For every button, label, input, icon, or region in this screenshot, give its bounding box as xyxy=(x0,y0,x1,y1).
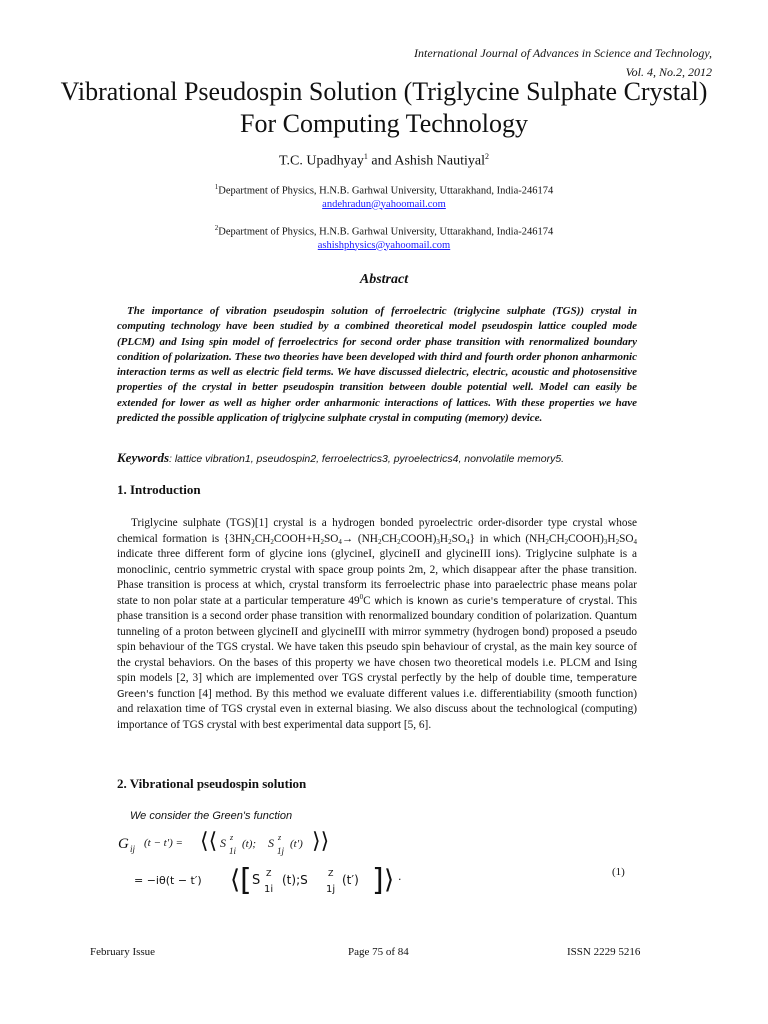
svg-text:⟩⟩: ⟩⟩ xyxy=(312,828,330,853)
svg-text:.: . xyxy=(398,870,402,883)
affiliation-2-email-link[interactable]: ashishphysics@yahoomail.com xyxy=(317,239,451,251)
svg-text:G: G xyxy=(118,836,129,852)
section-1-paragraph: Triglycine sulphate (TGS)[1] crystal is a hydrogen bonded pyroelectric order-disorder type crystal whose chemical formation is {$3HN_2CH_2COOH+H_2SO_4\to$ $(NH_2CH_2COOH)_3H_2SO_4$} in which $(NH_2CH_2COOH)_3H_2SO_4$ indicate three different form of glycine ions (glycineI, glycineII and glycineIII ions). Triglycine sulphate is a monoclinic, centrio symmetric crystal with space group points 2m, 2, which disappear after the phase transition. Phase transition is process at which, crystal transform its ferroelectric phase into paraelectric phase means polar state to non polar state at a particular temperature $49^0C$ which is known as curie's temperature of crystal. This phase transition is a second order phase transition with renormalized boundary condition of polarization. Quantum tunneling of a proton between glycineII and glycineIII with mirror symmetry (hydrogen bond) proposed a pseudo spin behaviour of the TGS crystal. We have taken this pseudo spin behaviour of crystal, as the main key source of the crystal behaviors. On the bases of this property we have chosen two theoretical models i.e. PLCM and Ising spin models [2, 3] which are implemented over TGS crystal perfectly by the help of double time, temperature Green's function [4] method. By this method we evaluate different values i.e. differentiability (smooth function) and relaxation time of TGS crystal even in external biasing. We also discuss about the technological (computing) importance of TGS crystal with best experimental data support [5, 6]. xyxy=(117,517,638,731)
author-and: and xyxy=(367,153,395,169)
author-2-sup: 2 xyxy=(484,152,489,161)
svg-text:1j: 1j xyxy=(326,884,336,895)
abstract-text: The importance of vibration pseudospin solution of ferroelectric (triglycine sulphate (TGS)) crystal in computing technology have been studied by a combined theoretical model pseudospin lattice coupled mode (PLCM) and Ising spin model of ferroelectrics for second order phase transition with renormalized boundary condition of polarization. These two theories have been developed with third and fourth order phonon anharmonic interaction terms as well as electric field terms. We have discussed dielectric, electric, acoustic and photosensitive properties of the crystal in better pseudospin transition between double potential well. Model can easily be extended for lower as well as higher order anharmonic interactions of lattices. With these properties we have predicted the possible application of triglycine sulphate crystal in computing (memory) device. xyxy=(117,305,637,425)
svg-text:1i: 1i xyxy=(229,846,237,856)
author-2: Ashish Nautiyal xyxy=(394,153,485,169)
affiliation-2-text: Department of Physics, H.N.B. Garhwal University, Uttarakhand, India-246174 xyxy=(218,226,554,238)
svg-text:z: z xyxy=(278,833,282,842)
keywords-list: : lattice vibration1, pseudospin2, ferroelectrics3, pyroelectrics4, nonvolatile memory5. xyxy=(169,453,565,465)
equation-1-number: (1) xyxy=(612,866,625,878)
author-1-sup: 1 xyxy=(363,152,368,161)
keywords-label: Keywords xyxy=(117,450,169,465)
svg-text:⟨⟨: ⟨⟨ xyxy=(200,828,218,853)
svg-text:S: S xyxy=(268,836,274,850)
svg-text:ij: ij xyxy=(130,844,136,854)
svg-text:[: [ xyxy=(240,863,252,898)
greens-function-intro: We consider the Green's function xyxy=(130,810,293,822)
equation-1 xyxy=(116,822,656,902)
svg-text:1j: 1j xyxy=(277,846,285,856)
affiliation-1 xyxy=(0,181,768,211)
footer-issue: February Issue xyxy=(90,946,156,958)
svg-text:(t);S: (t);S xyxy=(282,873,308,887)
affiliation-1-email-link[interactable]: andehradun@yahoomail.com xyxy=(322,198,446,210)
svg-text:⟨: ⟨ xyxy=(230,865,241,895)
svg-text:(t);: (t); xyxy=(242,838,257,850)
svg-text:(t − t′) =: (t − t′) = xyxy=(144,837,183,849)
author-line xyxy=(0,152,768,170)
svg-text:1i: 1i xyxy=(264,884,274,895)
author-1: T.C. Upadhyay xyxy=(279,153,364,169)
keywords-line xyxy=(117,450,564,466)
svg-text:(t′): (t′) xyxy=(290,838,303,850)
footer-page-number: Page 75 of 84 xyxy=(348,946,409,958)
journal-name: International Journal of Advances in Science and Technology, xyxy=(414,46,712,60)
svg-text:]: ] xyxy=(372,863,384,898)
affiliation-1-text: Department of Physics, H.N.B. Garhwal University, Uttarakhand, India-246174 xyxy=(218,185,554,197)
svg-text:z: z xyxy=(230,833,234,842)
section-2-heading: 2. Vibrational pseudospin solution xyxy=(117,776,307,791)
affiliation-1-sup: 1 xyxy=(214,183,219,191)
affiliation-2 xyxy=(0,222,768,252)
svg-text:⟩: ⟩ xyxy=(384,865,395,895)
svg-text:S: S xyxy=(220,836,226,850)
svg-text:S: S xyxy=(252,873,261,888)
abstract-heading: Abstract xyxy=(359,272,409,287)
affiliation-2-sup: 2 xyxy=(214,224,219,232)
svg-text:= −iθ(t − t′): = −iθ(t − t′) xyxy=(134,874,202,887)
svg-text:(t′): (t′) xyxy=(342,873,359,887)
journal-volume: Vol. 4, No.2, 2012 xyxy=(625,65,712,79)
footer-issn: ISSN 2229 5216 xyxy=(567,946,641,958)
paper-title: Vibrational Pseudospin Solution (Triglycine Sulphate Crystal) For Computing Technology xyxy=(60,77,708,138)
svg-text:Z: Z xyxy=(328,869,334,878)
svg-text:Z: Z xyxy=(266,869,272,878)
section-1-heading: 1. Introduction xyxy=(117,482,201,497)
